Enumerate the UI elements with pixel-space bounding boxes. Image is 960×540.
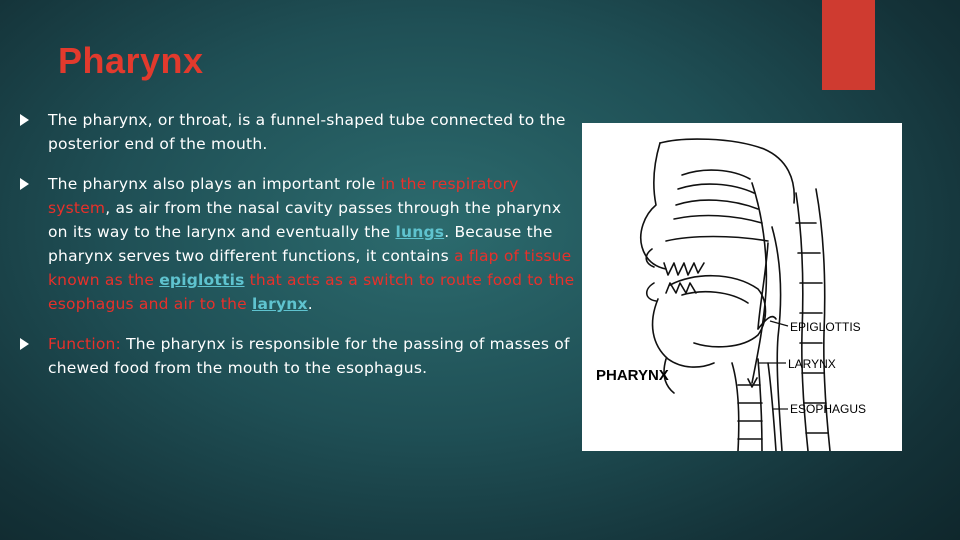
function-label: Function: bbox=[48, 335, 121, 353]
highlight-text: in the respiratory system bbox=[48, 175, 519, 217]
bullet-text-1 bbox=[48, 108, 580, 156]
bullet-arrow-icon bbox=[20, 338, 29, 350]
bullet-text-3 bbox=[48, 332, 580, 380]
text-segment: The pharynx also plays an important role bbox=[48, 175, 381, 193]
bullet-text-2 bbox=[48, 172, 580, 316]
pharynx-label: PHARYNX bbox=[596, 367, 669, 384]
text-segment: The pharynx, or throat, is a funnel-shaped tube connected to the posterior end of the mouth. bbox=[48, 111, 566, 153]
epiglottis-label: EPIGLOTTIS bbox=[790, 320, 861, 334]
bullet-item-2 bbox=[20, 172, 580, 316]
slide-title: Pharynx bbox=[58, 40, 204, 81]
highlight-text: a flap of tissue known as the bbox=[48, 247, 572, 289]
esophagus-label: ESOPHAGUS bbox=[790, 402, 867, 416]
text-segment: . Because the pharynx serves two different functions, it contains bbox=[48, 223, 553, 265]
larynx-label: LARYNX bbox=[788, 357, 836, 371]
bullet-list bbox=[20, 108, 580, 396]
text-segment: , as air from the nasal cavity passes through the pharynx on its way to the larynx and eventually the bbox=[48, 199, 562, 241]
lungs-link[interactable]: lungs bbox=[395, 223, 445, 241]
bullet-item-1 bbox=[20, 108, 580, 156]
anatomy-illustration bbox=[582, 123, 902, 451]
highlight-text: that acts as a switch to route food to the esophagus and air to the bbox=[48, 271, 575, 313]
bullet-arrow-icon bbox=[20, 114, 29, 126]
text-segment: The pharynx is responsible for the passing of masses of chewed food from the mouth to the esophagus. bbox=[48, 335, 570, 377]
pharynx-diagram bbox=[582, 123, 902, 451]
accent-bar bbox=[822, 0, 875, 90]
bullet-arrow-icon bbox=[20, 178, 29, 190]
larynx-link[interactable]: larynx bbox=[251, 295, 308, 313]
bullet-item-3 bbox=[20, 332, 580, 380]
epiglottis-link[interactable]: epiglottis bbox=[159, 271, 245, 289]
text-segment: . bbox=[307, 295, 313, 313]
